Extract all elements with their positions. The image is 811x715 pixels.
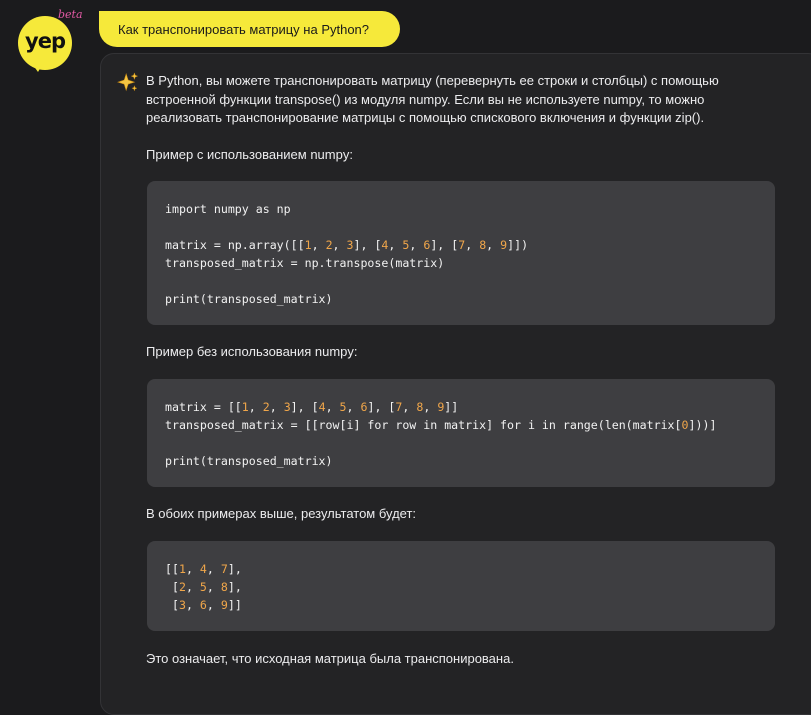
code-line: [2, 5, 8], <box>165 580 242 594</box>
user-message-bubble <box>99 11 400 47</box>
code-line: print(transposed_matrix) <box>165 292 333 306</box>
code-line <box>165 434 757 452</box>
logo-tail <box>28 58 46 72</box>
example2-heading: Пример без использования numpy: <box>146 344 358 359</box>
answer-intro: В Python, вы можете транспонировать матрицу (перевернуть ее строки и столбцы) с помощью встроенной функции transpose() из модуля numpy. Если вы не используете numpy, то можно реализовать транспонирование матрицы с помощью спискового включения и функции zip(). <box>146 73 719 125</box>
code-line: transposed_matrix = [[row[i] for row in matrix] for i in range(len(matrix[0]))] <box>165 418 717 432</box>
code-line <box>165 272 757 290</box>
code-block-plain[interactable] <box>147 379 775 487</box>
code-line: [[1, 4, 7], <box>165 562 242 576</box>
answer-conclusion: Это означает, что исходная матрица была транспонирована. <box>146 651 514 666</box>
beta-badge: beta <box>58 8 83 21</box>
user-message-text: Как транспонировать матрицу на Python? <box>118 21 370 37</box>
result-heading: В обоих примерах выше, результатом будет: <box>146 506 417 521</box>
code-line: matrix = [[1, 2, 3], [4, 5, 6], [7, 8, 9]] <box>165 400 459 414</box>
code-line: matrix = np.array([[1, 2, 3], [4, 5, 6], [7, 8, 9]]) <box>165 238 529 252</box>
sparkles-icon <box>117 72 139 94</box>
code-block-result[interactable] <box>147 541 775 631</box>
code-line: import numpy as np <box>165 202 291 216</box>
logo-text: yep <box>25 29 65 53</box>
code-line: [3, 6, 9]] <box>165 598 242 612</box>
code-block-numpy[interactable] <box>147 181 775 325</box>
example1-heading: Пример с использованием numpy: <box>146 147 353 162</box>
code-line: print(transposed_matrix) <box>165 454 333 468</box>
code-line: transposed_matrix = np.transpose(matrix) <box>165 256 445 270</box>
code-line <box>165 218 757 236</box>
